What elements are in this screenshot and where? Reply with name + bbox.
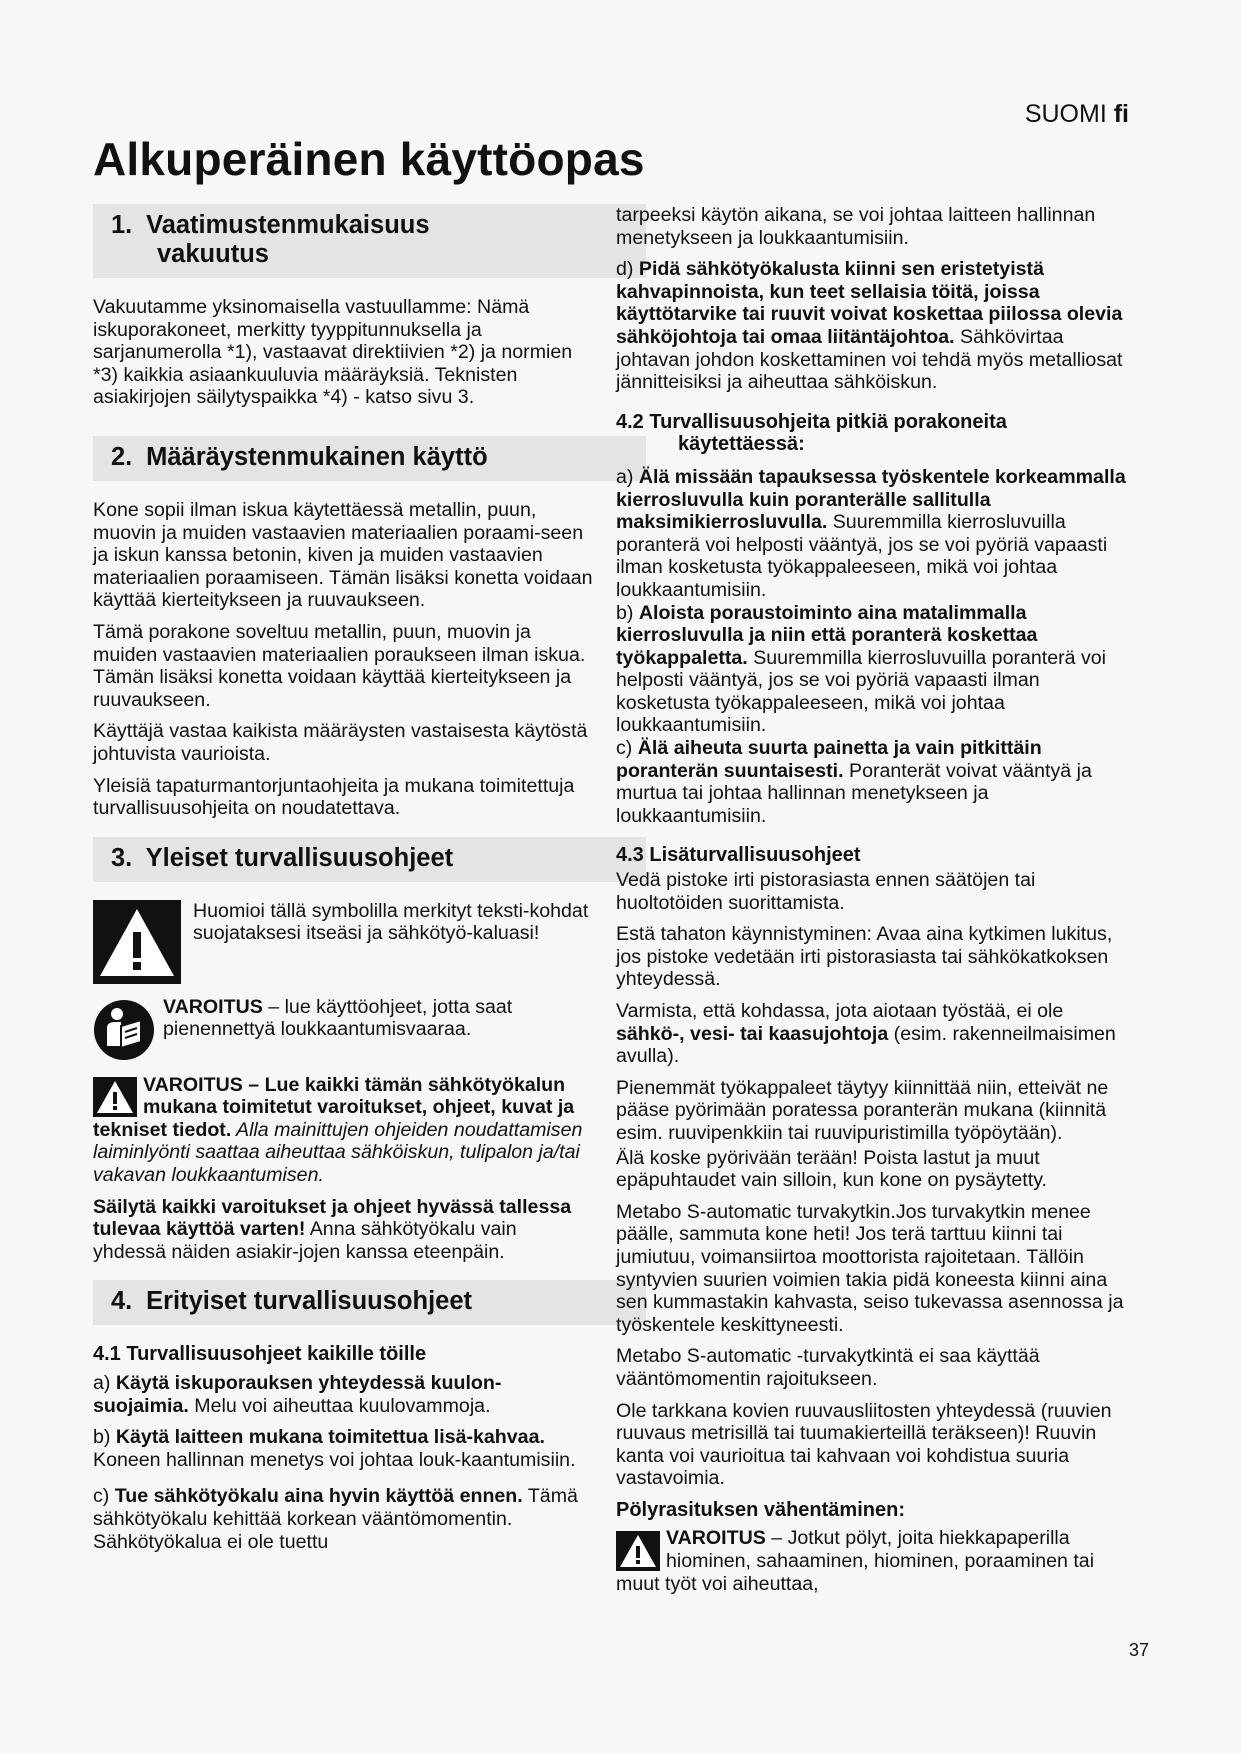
item-bold-text: Pidä sähkötyökalusta kiinni sen eristetyistä kahvapinnoista, kun teet sellaisia töitä, joissa käyttötarvike tai ruuvit voivat koskettaa piilossa olevia sähköjohtoja tai omaa liitäntäjohtoa. (616, 258, 1123, 348)
section-title-line1: Vaatimustenmukaisuus (146, 211, 430, 239)
bold-text: sähkö-, vesi- tai kaasujohtoja (616, 1022, 889, 1045)
dust-warning (616, 1527, 1136, 1595)
section-title: Määräystenmukainen käyttö (146, 442, 488, 471)
right-column (616, 204, 1136, 1604)
dust-heading: Pölyrasituksen vähentäminen: (616, 1498, 905, 1521)
subsection-title-line1: Turvallisuusohjeita pitkiä porakoneita (649, 410, 1007, 433)
section-number: 4. (111, 1287, 133, 1316)
language-indicator (1025, 100, 1129, 129)
item-text: Sähkövirtaa johtavan johdon koskettaminen voi tehdä myös metalliosat jännitteisiksi ja aiheuttaa sähköiskun. (616, 325, 1123, 394)
paragraph: Vedä pistoke irti pistorasiasta ennen säätöjen tai huoltotöiden suorittamista. (616, 869, 1036, 914)
paragraph: Estä tahaton käynnistyminen: Avaa aina kytkimen lukitus, jos pistoke vedetään irti pistorasiasta tai sähkökatkoksen yhteydessä. (616, 923, 1113, 991)
paragraph: Älä koske pyörivään terään! Poista lastut ja muut epäpuhtaudet vain silloin, kun kone on pysäytetty. (616, 1146, 1047, 1192)
item-prefix: c) (93, 1485, 115, 1508)
subsection-title-line2: käytettäessä: (678, 433, 805, 456)
language-label: SUOMI (1024, 100, 1107, 128)
warning-text: – lue käyttöohjeet, jotta saat pienennettyä loukkaantumisvaaraa. (163, 995, 513, 1041)
continued-text: tarpeeksi käytön aikana, se voi johtaa laitteen hallinnan menetykseen ja loukkaantumisiin. (616, 204, 1096, 249)
item-text: Koneen hallinnan menetys voi johtaa louk-kaantumisiin. (93, 1448, 576, 1471)
paragraph: Yleisiä tapaturmantorjuntaohjeita ja mukana toimitettuja turvallisuusohjeita on noudatettava. (93, 774, 575, 820)
item-bold-text: Älä missään tapauksessa työskentele korkeammalla kierrosluvulla kuin poranterälle sallitulla maksimikierrosluvulla. (616, 465, 1126, 534)
item-bold-text: Käytä iskuporauksen yhteydessä kuulon-suojaimia. (93, 1372, 502, 1417)
item-b (93, 1426, 593, 1471)
paragraph: Pienemmät työkappaleet täytyy kiinnittää niin, etteivät ne pääse pyörimään poratessa poranterän mukana (kiinnitä esim. ruuvipenkkiin tai ruuvipuristimilla työpöytään). (616, 1076, 1109, 1144)
item-bold-text: Aloista poraustoiminto aina matalimmalla kierrosluvulla ja niin että poranterä koskettaa työkappaletta. (616, 601, 1038, 669)
symbol-note-text: Huomioi tällä symbolilla merkityt teksti-kohdat suojataksesi itseäsi ja sähkötyö-kaluasi! (193, 899, 589, 945)
section-title: Yleiset turvallisuusohjeet (145, 843, 454, 872)
item-text: Tämä sähkötyökalu kehittää korkean vääntömomentin. Sähkötyökalua ei ole tuettu (93, 1485, 578, 1553)
item-prefix: b) (616, 601, 639, 624)
warning-italic-text: Alla mainittujen ohjeiden noudattamisen laiminlyönti saattaa aiheuttaa sähköiskun, tulipalon ja/tai vakavan loukkaantumisen. (93, 1118, 583, 1187)
paragraph: Metabo S-automatic -turvakytkintä ei saa käyttää vääntömomentin rajoitukseen. (616, 1345, 1040, 1390)
subsection-number: 4.2 (616, 410, 644, 433)
symbol-note-block (93, 900, 593, 984)
item-a (616, 466, 1136, 602)
item-bold-text: Älä aiheuta suurta painetta ja vain pitkittäin poranterän suuntaisesti. (616, 737, 1042, 782)
item-prefix: a) (93, 1372, 116, 1395)
item-text: Poranterät voivat vääntyä ja murtua tai johtaa hallinnan menetykseen ja loukkaantumisiin. (616, 759, 1092, 827)
section-4-heading (93, 1280, 646, 1325)
warning-label: VAROITUS (666, 1527, 766, 1550)
read-manual-text (163, 996, 593, 1041)
section-number: 3. (111, 843, 133, 872)
page-title: Alkuperäinen käyttöopas (93, 133, 645, 185)
item-bold-text: Tue sähkötyökalu aina hyvin käyttöä ennen. (114, 1485, 523, 1508)
subsection-4-1-heading: 4.1 Turvallisuusohjeet kaikille töille (93, 1343, 427, 1366)
keep-bold-text: Säilytä kaikki varoitukset ja ohjeet hyvässä tallessa tulevaa käyttöä varten! (93, 1195, 572, 1241)
paragraph: Käyttäjä vastaa kaikista määräysten vastaisesta käytöstä johtuvista vaurioista. (93, 720, 588, 765)
section-number: 1. (111, 211, 133, 239)
warning-bold-text: VAROITUS – Lue kaikki tämän sähkötyökalun mukana toimitetut varoitukset, ohjeet, kuvat ja tekniset tiedot. (93, 1073, 575, 1141)
item-bold-text: Käytä laitteen mukana toimitettua lisä-kahvaa. (115, 1426, 545, 1449)
warning-triangle-icon (616, 1531, 660, 1571)
section-2-heading (93, 436, 646, 481)
read-manual-icon (93, 998, 155, 1062)
paragraph: Kone sopii ilman iskua käytettäessä metallin, puun, muovin ja muiden vastaavien materiaalien poraami-seen ja iskun kanssa betonin, kiven ja muiden vastaavien materiaalien poraamiseen. Tämän lisäksi konetta voidaan käyttää kierteitykseen ja ruuvaukseen. (93, 498, 593, 612)
text-part: Varmista, että kohdassa, jota aiotaan työstää, ei ole (616, 1000, 1064, 1022)
general-warning (93, 1074, 593, 1187)
paragraph: Metabo S-automatic turvakytkin.Jos turvakytkin menee päälle, sammuta kone heti! Jos terä tarttuu kiinni tai jumiutuu, voimansiirtoa moottorista rajoitetaan. Tällöin syntyvien suurien voimien takia pidä koneesta kiinni aina sen kummastakin kahvasta, seiso tukevassa asennossa ja työskentele keskittyneesti. (616, 1200, 1124, 1336)
item-d (616, 258, 1136, 394)
item-a (93, 1372, 593, 1417)
paragraph (616, 1000, 1136, 1068)
warning-triangle-icon (93, 900, 181, 984)
section-title: Erityiset turvallisuusohjeet (146, 1287, 473, 1316)
item-text: Melu voi aiheuttaa kuulovammoja. (188, 1394, 491, 1417)
item-text: Suuremmilla kierrosluvuilla poranterä voi helposti vääntyä, jos se voi pyöriä vapaasti ilman kosketusta työkappaleeseen, mikä voi johtaa loukkaantumisiin. (616, 646, 1107, 737)
item-b (616, 602, 1136, 738)
item-c (93, 1485, 593, 1553)
item-prefix: a) (616, 465, 639, 488)
warning-label: VAROITUS (163, 995, 263, 1018)
language-code: fi (1113, 100, 1129, 128)
left-column (93, 204, 593, 1562)
text-part: (esim. rakenneilmaisimen avulla). (616, 1022, 1116, 1068)
paragraph: Ole tarkkana kovien ruuvausliitosten yhteydessä (ruuvien ruuvaus metrisillä tai tuumakierteillä teräkseen)! Ruuvin kanta voi vaurioitua tai kahvaan voi kohdistua suuria vastavoimia. (616, 1399, 1112, 1490)
subsection-4-2-heading (616, 411, 1136, 456)
section-3-heading (93, 837, 646, 882)
keep-text: Anna sähkötyökalu vain yhdessä näiden asiakir-jojen kanssa eteenpäin. (93, 1218, 517, 1263)
section-title-line2: vakuutus (157, 240, 269, 268)
warning-triangle-icon (93, 1077, 137, 1117)
subsection-4-3-heading: 4.3 Lisäturvallisuusohjeet (616, 844, 861, 867)
item-c (616, 737, 1136, 827)
keep-instructions (93, 1196, 593, 1264)
item-prefix: b) (93, 1426, 116, 1449)
declaration-text: Vakuutamme yksinomaisella vastuullamme: Nämä iskuporakoneet, merkitty tyyppitunnuksella ja sarjanumerolla *1), vastaavat direktiivien *2) ja normien *3) kaikkia asiaankuuluvia määräyksiä. Teknisten asiakirjojen säilytyspaikka *4) - katso sivu 3. (93, 296, 573, 409)
paragraph: Tämä porakone soveltuu metallin, puun, muovin ja muiden vastaavien materiaalien poraukseen ilman iskua. Tämän lisäksi konetta voidaan käyttää kierteitykseen ja ruuvaukseen. (93, 620, 586, 711)
section-1-heading (93, 204, 646, 281)
read-manual-block (93, 996, 593, 1062)
item-prefix: d) (616, 258, 639, 281)
item-text: Suuremmilla kierrosluvuilla poranterä voi helposti vääntyä, jos se voi pyöriä vapaasti ilman kosketusta työkappaleeseen, mikä voi johtaa loukkaantumisiin. (616, 511, 1108, 601)
section-number: 2. (111, 442, 133, 471)
page-number: 37 (1128, 1640, 1149, 1660)
item-prefix: c) (616, 737, 638, 760)
warning-text: – Jotkut pölyt, joita hiekkapaperilla hiominen, sahaaminen, hiominen, poraaminen tai muut työt voi aiheuttaa, (616, 1527, 1095, 1595)
